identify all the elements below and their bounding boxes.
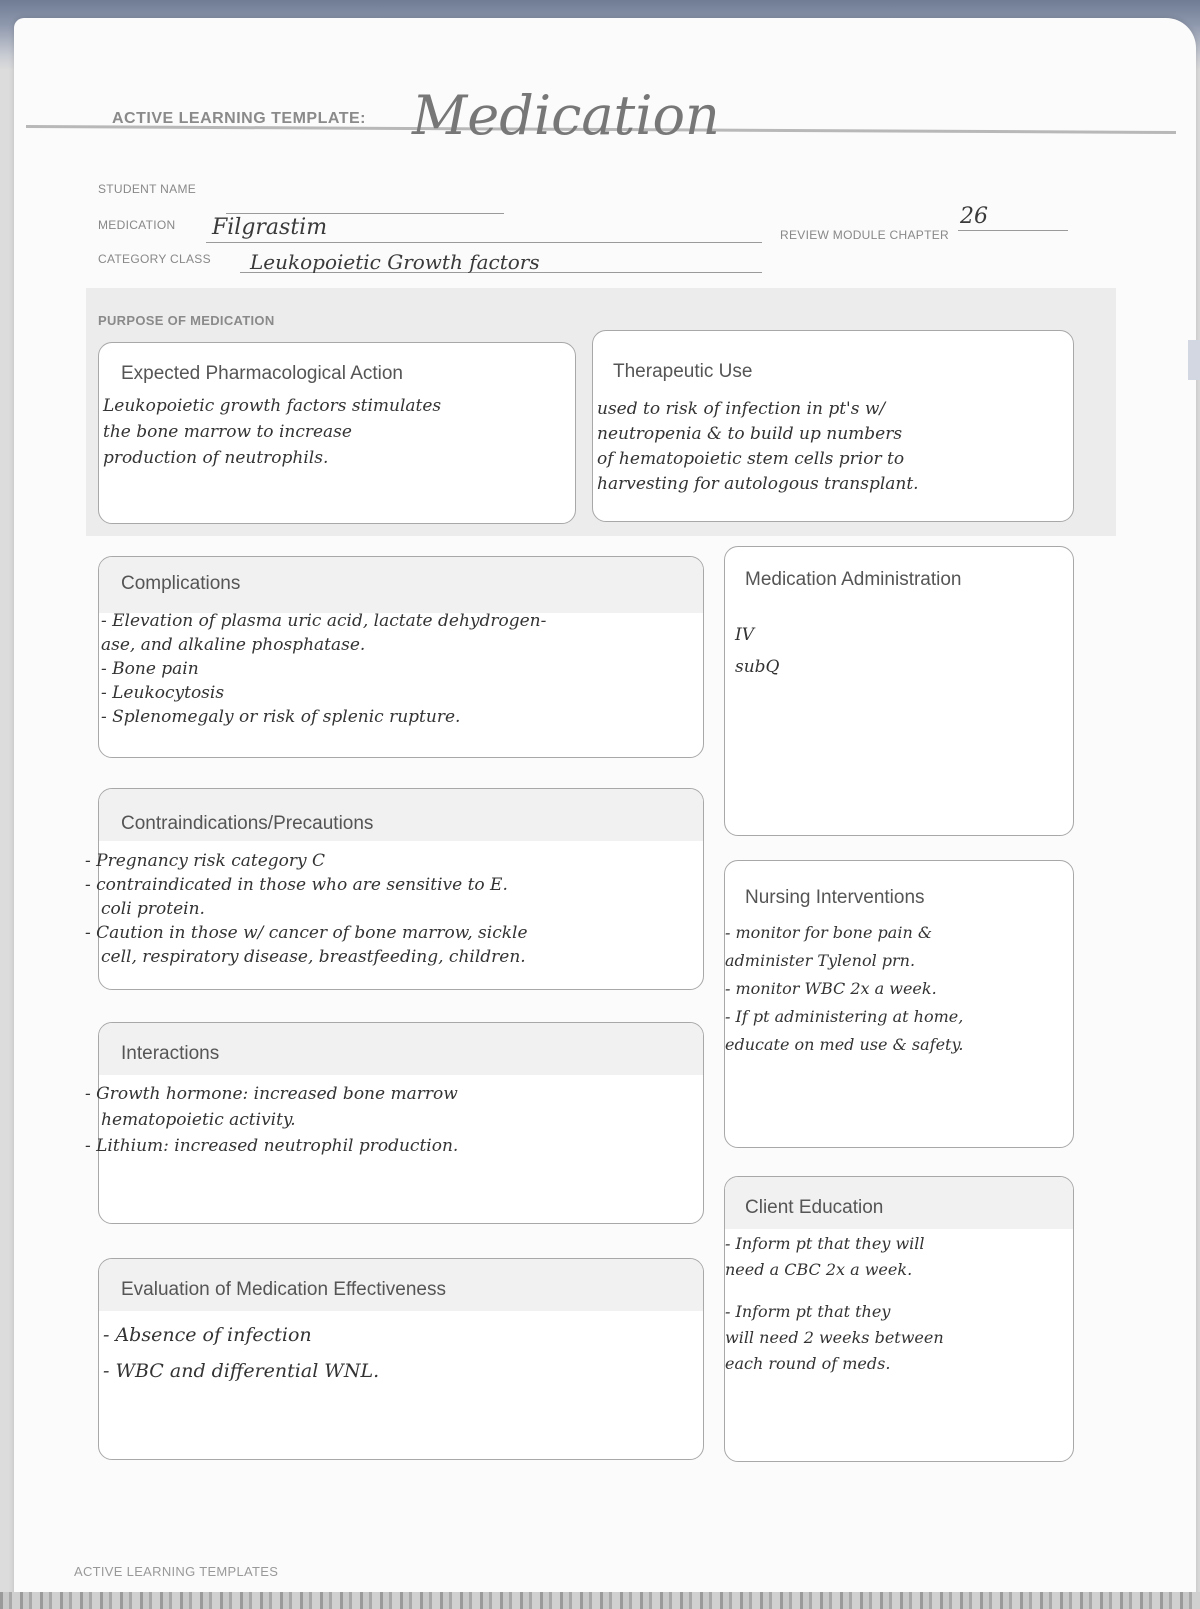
client-education-heading: Client Education bbox=[745, 1197, 884, 1218]
client-education-box bbox=[724, 1176, 1074, 1462]
nursing-line: - monitor for bone pain & bbox=[725, 923, 933, 942]
contraindications-line: - Caution in those w/ cancer of bone marrow, sickle bbox=[85, 923, 528, 943]
review-module-line bbox=[958, 230, 1068, 231]
complications-line: - Bone pain bbox=[101, 659, 199, 679]
category-label: CATEGORY CLASS bbox=[98, 252, 211, 266]
client-education-line: each round of meds. bbox=[725, 1354, 891, 1373]
contraindications-line: cell, respiratory disease, breastfeeding, children. bbox=[101, 947, 526, 967]
therapeutic-use-line: harvesting for autologous transplant. bbox=[597, 474, 919, 494]
contraindications-line: - Pregnancy risk category C bbox=[85, 851, 326, 871]
nursing-line: - If pt administering at home, bbox=[725, 1007, 964, 1026]
therapeutic-use-heading: Therapeutic Use bbox=[613, 361, 753, 382]
medication-value: Filgrastim bbox=[212, 215, 328, 240]
med-admin-line: IV bbox=[735, 625, 754, 645]
template-label: ACTIVE LEARNING TEMPLATE: bbox=[112, 110, 366, 127]
complications-line: - Splenomegaly or risk of splenic rupture. bbox=[101, 707, 461, 727]
client-education-line: need a CBC 2x a week. bbox=[725, 1260, 913, 1279]
client-education-line: will need 2 weeks between bbox=[725, 1328, 944, 1347]
medication-label: MEDICATION bbox=[98, 218, 176, 232]
interactions-box bbox=[85, 1022, 704, 1224]
client-education-line: - Inform pt that they will bbox=[725, 1234, 925, 1253]
complications-box bbox=[98, 556, 704, 758]
review-module-label: REVIEW MODULE CHAPTER bbox=[780, 228, 949, 242]
interactions-line: - Growth hormone: increased bone marrow bbox=[85, 1084, 458, 1104]
pharm-action-line: production of neutrophils. bbox=[103, 448, 329, 468]
purpose-title: PURPOSE OF MEDICATION bbox=[98, 313, 275, 328]
category-value: Leukopoietic Growth factors bbox=[250, 250, 540, 274]
complications-line: - Elevation of plasma uric acid, lactate dehydrogen- bbox=[101, 611, 547, 631]
client-education-text bbox=[725, 1231, 944, 1377]
student-name-line bbox=[226, 213, 504, 214]
interactions-heading: Interactions bbox=[121, 1043, 220, 1064]
student-name-label: STUDENT NAME bbox=[98, 182, 197, 196]
pharm-action-line: Leukopoietic growth factors stimulates bbox=[103, 396, 442, 416]
page-title: Medication bbox=[412, 84, 720, 147]
background-edge bbox=[1188, 340, 1200, 380]
med-admin-heading: Medication Administration bbox=[745, 569, 962, 590]
med-admin-line: subQ bbox=[735, 657, 780, 677]
medication-line bbox=[206, 242, 762, 243]
footer-label: ACTIVE LEARNING TEMPLATES bbox=[74, 1564, 279, 1579]
therapeutic-use-line: neutropenia & to build up numbers bbox=[597, 424, 903, 444]
contraindications-text bbox=[85, 849, 528, 969]
contraindications-box bbox=[85, 788, 704, 990]
evaluation-line: - WBC and differential WNL. bbox=[103, 1360, 380, 1382]
bottom-edge bbox=[0, 1592, 1200, 1609]
complications-heading: Complications bbox=[121, 573, 241, 594]
pharm-action-heading: Expected Pharmacological Action bbox=[121, 363, 403, 384]
complications-line: - Leukocytosis bbox=[101, 683, 225, 703]
nursing-heading: Nursing Interventions bbox=[745, 887, 925, 908]
nursing-text bbox=[725, 919, 963, 1059]
contraindications-line: - contraindicated in those who are sensitive to E. bbox=[85, 875, 508, 895]
pharm-action-line: the bone marrow to increase bbox=[103, 422, 352, 442]
contraindications-line: coli protein. bbox=[101, 899, 205, 919]
therapeutic-use-text bbox=[597, 397, 919, 497]
evaluation-box bbox=[98, 1258, 704, 1460]
med-admin-text bbox=[735, 619, 780, 683]
nursing-line: - monitor WBC 2x a week. bbox=[725, 979, 937, 998]
evaluation-text bbox=[103, 1317, 379, 1389]
client-education-line bbox=[725, 1283, 944, 1299]
evaluation-heading: Evaluation of Medication Effectiveness bbox=[121, 1279, 446, 1300]
interactions-line: hematopoietic activity. bbox=[101, 1110, 296, 1130]
interactions-line: - Lithium: increased neutrophil production. bbox=[85, 1136, 459, 1156]
therapeutic-use-box bbox=[592, 330, 1074, 522]
pharm-action-text bbox=[103, 393, 441, 471]
nursing-line: administer Tylenol prn. bbox=[725, 951, 916, 970]
pharm-action-box bbox=[98, 342, 576, 524]
nursing-line: educate on med use & safety. bbox=[725, 1035, 964, 1054]
med-admin-box bbox=[724, 546, 1074, 836]
interactions-text bbox=[85, 1081, 458, 1159]
client-education-line: - Inform pt that they bbox=[725, 1302, 891, 1321]
complications-line: ase, and alkaline phosphatase. bbox=[101, 635, 366, 655]
nursing-box bbox=[724, 860, 1074, 1148]
therapeutic-use-line: used to risk of infection in pt's w/ bbox=[597, 399, 886, 419]
therapeutic-use-line: of hematopoietic stem cells prior to bbox=[597, 449, 905, 469]
contraindications-heading: Contraindications/Precautions bbox=[121, 813, 374, 834]
review-module-value: 26 bbox=[960, 204, 988, 229]
complications-text bbox=[101, 609, 546, 729]
evaluation-line: - Absence of infection bbox=[103, 1324, 312, 1346]
